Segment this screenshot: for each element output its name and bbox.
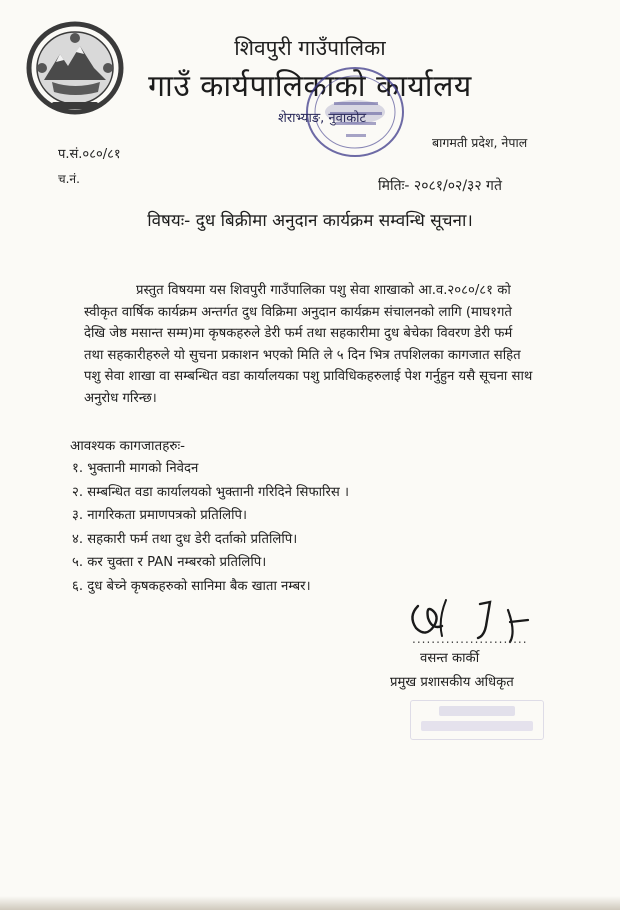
province-text: बागमती प्रदेश, नेपाल (432, 135, 528, 150)
body-line: पशु सेवा शाखा वा सम्बन्धित वडा कार्यालयका पशु प्राविधिकहरुलाई पेश गर्नुहुन यसै सूचना साथ (84, 369, 533, 385)
page-bottom-edge (0, 896, 620, 910)
municipality-name: शिवपुरी गाउँपालिका (234, 36, 386, 60)
letter-subject: विषयः- दुध बिक्रीमा अनुदान कार्यक्रम सम्वन्धि सूचना। (147, 211, 473, 231)
body-line: तथा सहकारीहरुले यो सुचना प्रकाशन भएको मिति ले ५ दिन भित्र तपशिलका कागजात सहित (84, 347, 521, 363)
body-line: देखि जेष्ठ मसान्त सम्म)मा कृषकहरुले डेरी फर्म तथा सहकारीमा दुध बेचेका विवरण डेरी फर्म (84, 326, 513, 342)
faded-stamp-icon (410, 700, 544, 740)
signature-dots: ........................ (412, 632, 528, 646)
list-item: १. भुक्तानी मागको निवेदन (72, 461, 199, 476)
list-item: ३. नागरिकता प्रमाणपत्रको प्रतिलिपि। (72, 508, 248, 523)
dispatch-number: च.नं. (58, 172, 80, 186)
signatory-name: वसन्त कार्की (420, 651, 480, 666)
office-address: शेराभ्याङ, नुवाकोट (278, 111, 367, 126)
reference-number: प.सं.०८०/८१ (58, 147, 121, 162)
documents-list (72, 458, 492, 599)
body-line: प्रस्तुत विषयमा यस शिवपुरी गाउँपालिका पशु सेवा शाखाको आ.व.२०८०/८१ को (136, 283, 511, 298)
letter-date: मितिः- २०८१/०२/३२ गते (378, 178, 502, 194)
office-name: गाउँ कार्यपालिकाको कार्यालय (148, 69, 472, 104)
list-item: २. सम्बन्धित वडा कार्यालयको भुक्तानी गरिदिने सिफारिस । (72, 484, 349, 500)
signatory-title: प्रमुख प्रशासकीय अधिकृत (390, 675, 514, 690)
list-item: ६. दुध बेच्ने कृषकहरुको सानिमा बैक खाता नम्बर। (72, 578, 311, 594)
body-line: स्वीकृत वार्षिक कार्यक्रम अन्तर्गत दुध विक्रिमा अनुदान कार्यक्रम संचालनको लागि (माघ१गते (84, 304, 512, 320)
list-item: ५. कर चुक्ता र PAN नम्बरको प्रतिलिपि। (72, 555, 267, 570)
body-paragraph (84, 280, 584, 410)
list-item: ४. सहकारी फर्म तथा दुध डेरी दर्ताको प्रतिलिपि। (72, 531, 298, 547)
body-line: अनुरोध गरिन्छ। (84, 390, 157, 406)
documents-heading: आवश्यक कागजातहरुः- (70, 438, 186, 454)
